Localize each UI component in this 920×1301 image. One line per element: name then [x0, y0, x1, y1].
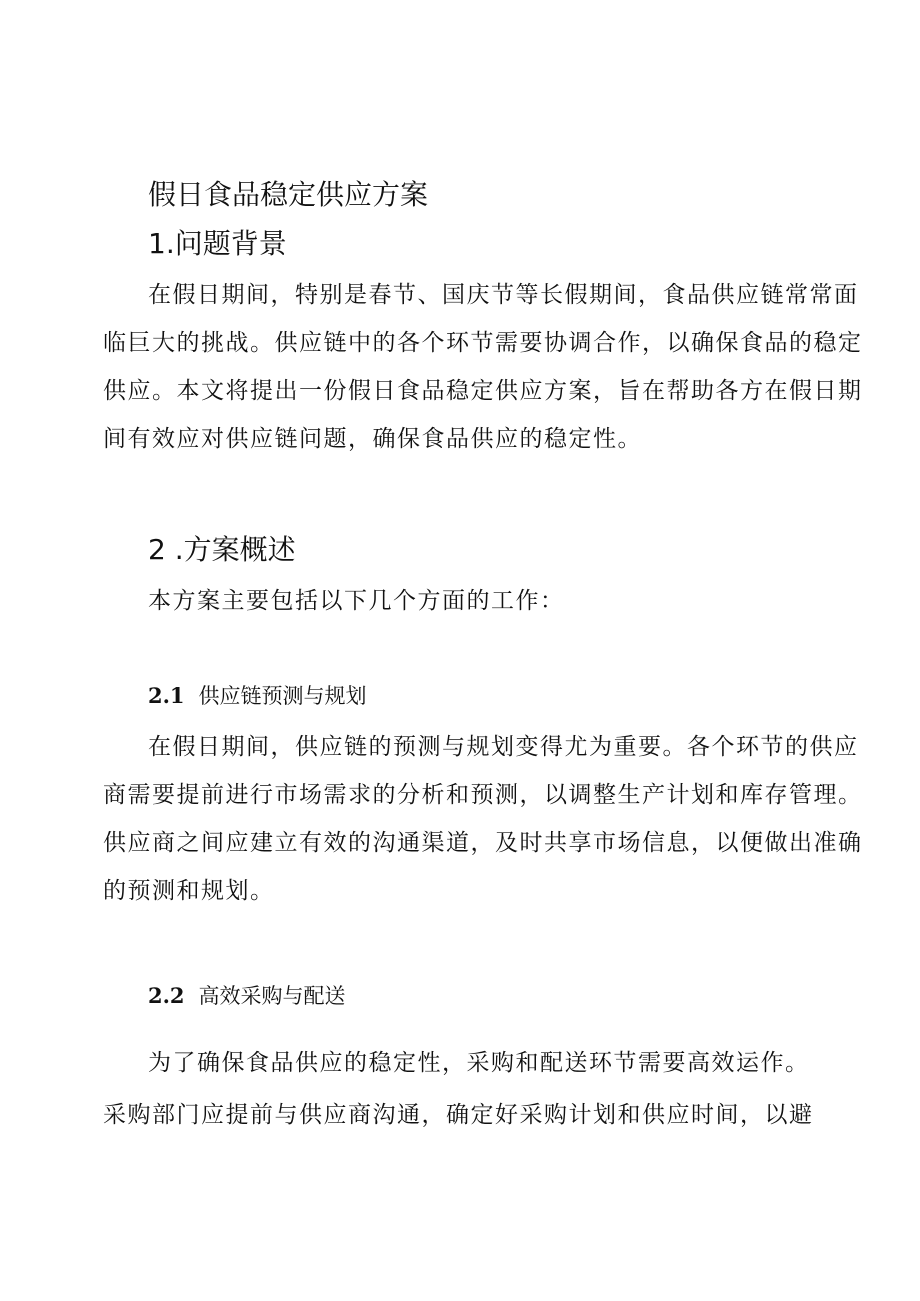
subsection-2-1-title: 供应链预测与规划: [198, 684, 367, 708]
subsection-2-2-number: 2.2: [148, 983, 185, 1008]
section-1-line-1: 在假日期间，特别是春节、国庆节等长假期间，食品供应链常常面: [148, 282, 859, 308]
subsection-2-2-line-1: 为了确保食品供应的稳定性，采购和配送环节需要高效运作。: [148, 1050, 810, 1076]
subsection-2-1-line-3: 供应商之间应建立有效的沟通渠道，及时共享市场信息，以便做出准确: [103, 830, 863, 856]
section-1-line-3: 供应。本文将提出一份假日食品稳定供应方案，旨在帮助各方在假日期: [103, 378, 863, 404]
document-title: 假日食品稳定供应方案: [148, 178, 429, 211]
subsection-2-1-line-2: 商需要提前进行市场需求的分析和预测，以调整生产计划和库存管理。: [103, 782, 863, 808]
section-2-heading: 2 .方案概述: [148, 533, 296, 566]
section-1-line-2: 临巨大的挑战。供应链中的各个环节需要协调合作，以确保食品的稳定: [103, 330, 863, 356]
subsection-2-1-heading: [148, 680, 367, 710]
section-2-intro: 本方案主要包括以下几个方面的工作：: [148, 588, 565, 614]
subsection-2-1-line-1: 在假日期间，供应链的预测与规划变得尤为重要。各个环节的供应: [148, 734, 859, 760]
subsection-2-2-title: 高效采购与配送: [198, 984, 346, 1008]
section-1-heading: 1.问题背景: [148, 227, 287, 260]
subsection-2-2-line-2: 采购部门应提前与供应商沟通，确定好采购计划和供应时间，以避: [103, 1102, 814, 1128]
subsection-2-1-number: 2.1: [148, 683, 185, 708]
subsection-2-2-heading: [148, 980, 346, 1010]
subsection-2-1-line-4: 的预测和规划。: [103, 878, 275, 904]
section-1-line-4: 间有效应对供应链问题，确保食品供应的稳定性。: [103, 426, 642, 452]
